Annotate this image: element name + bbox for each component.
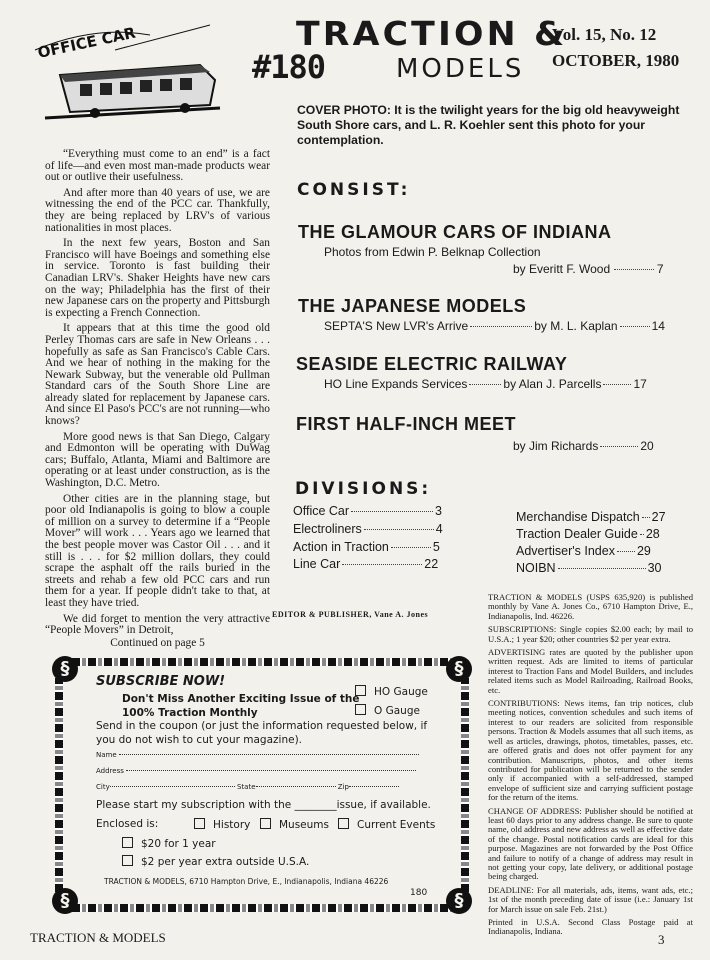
article-subtitle: Photos from Edwin P. Belknap Collection bbox=[324, 245, 541, 259]
checkbox[interactable] bbox=[355, 685, 366, 696]
info-paragraph: DEADLINE: For all materials, ads, items, want ads, etc.; 1st of the month preceding date of issue (i.e.: January 1st for March issue on sale Feb. 21st.) bbox=[488, 884, 693, 914]
editorial-paragraph: And after more than 40 years of use, we are witnessing the end of the PCC car. Thankfully, they are being replaced by LRV's of various nationalities in most places. bbox=[45, 186, 270, 234]
editorial-paragraph: We did forget to mention the very attractive “People Movers” in Detroit, bbox=[45, 612, 270, 637]
coupon-border bbox=[461, 678, 469, 892]
history-checkbox[interactable]: History bbox=[194, 818, 250, 831]
coupon-tagline: Don't Miss Another Exciting Issue of the 100% Traction Monthly bbox=[122, 693, 360, 719]
ho-gauge-checkbox[interactable]: HO Gauge bbox=[355, 685, 428, 698]
masthead-models: MODELS bbox=[396, 54, 525, 84]
ornament-icon: § bbox=[52, 656, 78, 682]
page-number: 20 bbox=[640, 439, 654, 453]
address-field[interactable]: Address bbox=[96, 767, 416, 775]
publication-info bbox=[488, 593, 693, 941]
ornament-icon: § bbox=[446, 656, 472, 682]
start-issue-field[interactable]: Please start my subscription with the ________issue, if available. bbox=[96, 799, 431, 811]
continued-note: Continued on page 5 bbox=[110, 636, 205, 649]
editorial-paragraph: In the next few years, Boston and San Francisco will have Boeings and something else in service. Toronto is fast building their Canadian LRV's. Shaker Heights have new cars on the way; Philadelphia has the first of their new Japanese cars on the property and Pittsburgh is expecting a French Connection. bbox=[45, 237, 270, 319]
outside-usa-checkbox[interactable]: $2 per year extra outside U.S.A. bbox=[122, 855, 309, 868]
division-item: Line Car 22 bbox=[293, 557, 439, 571]
volume-number: Vol. 15, No. 12 bbox=[552, 25, 657, 44]
volume-info bbox=[552, 22, 679, 74]
division-item: Electroliners 4 bbox=[293, 522, 443, 536]
article-line bbox=[324, 377, 647, 391]
masthead-title: TRACTION & bbox=[296, 14, 568, 53]
page-number: 17 bbox=[633, 377, 647, 391]
ornament-icon: § bbox=[446, 888, 472, 914]
editorial-paragraph: Other cities are in the planning stage, but poor old Indianapolis is going to blow a couple of million on a survey to determine if a “People Mover” will work . . . Years ago we learned that the best people mover was Castor Oil . . . and it still is . . . for $2 million dollars, they could scrape the asphalt off the rails buried in the streets and rehab a few old PCC cars and run them for a year. If people didn't take to that, at least they have tried. bbox=[45, 492, 270, 609]
enclosed-label: Enclosed is: bbox=[96, 818, 159, 830]
page-number: 3 bbox=[658, 932, 665, 947]
consist-heading: CONSIST: bbox=[297, 180, 411, 200]
divisions-heading: DIVISIONS: bbox=[295, 479, 432, 499]
info-paragraph: CHANGE OF ADDRESS: Publisher should be notified at least 60 days prior to any address change. Be sure to quote name, old address and new address as well as effective date of the change. Postal notification cards are ideal for this purpose. Magazines are not forwarded by the Post Office and failure to notify of a change of address may result in not getting your copy, late delivery, or additional postage being charged. bbox=[488, 805, 693, 882]
subscribe-heading: SUBSCRIBE NOW! bbox=[96, 674, 226, 689]
office-car-logo-trolley-illustration bbox=[25, 20, 225, 125]
ornament-icon: § bbox=[52, 888, 78, 914]
info-paragraph: TRACTION & MODELS (USPS 635,920) is published monthly by Vane A. Jones Co., 6710 Hampton Drive, E., Indianapolis, Ind. 46226. bbox=[488, 592, 693, 621]
issue-number: #180 bbox=[252, 48, 326, 86]
division-item: Traction Dealer Guide 28 bbox=[516, 527, 660, 541]
article-title: THE JAPANESE MODELS bbox=[298, 296, 527, 316]
info-paragraph: CONTRIBUTIONS: News items, fan trip notices, club meeting notices, convention schedules and such items of interest to our readers are solicited from responsible persons. Traction & Models assumes that all such items, as well as articles, drawings, photos, timetables, passes, etc. are offered gratis and does not offer payment for any contribution. Manuscripts, photos, and other items contributed for publication will be returned to the sender only if accompanied with a self-addressed, stamped envelope of sufficient size and carrying sufficient postage for the return of the items. bbox=[488, 698, 693, 803]
article-byline bbox=[513, 439, 654, 453]
page-number: 14 bbox=[651, 319, 665, 333]
byline: by Alan J. Parcells bbox=[503, 377, 602, 391]
division-item: Advertiser's Index 29 bbox=[516, 544, 651, 558]
museums-checkbox[interactable]: Museums bbox=[260, 818, 329, 831]
byline: by M. L. Kaplan bbox=[534, 319, 618, 333]
subscription-coupon bbox=[52, 656, 472, 914]
issue-date: OCTOBER, 1980 bbox=[552, 51, 680, 70]
one-year-checkbox[interactable]: $20 for 1 year bbox=[122, 837, 216, 850]
city-state-zip-field[interactable]: City State Zip bbox=[96, 783, 399, 791]
coupon-border bbox=[55, 678, 63, 892]
editorial-column bbox=[45, 149, 270, 653]
article-line bbox=[324, 319, 665, 333]
division-item: Action in Traction 5 bbox=[293, 540, 440, 554]
article-subtitle: HO Line Expands Services bbox=[324, 377, 468, 391]
byline: by Everitt F. Wood bbox=[513, 262, 611, 276]
article-title: SEASIDE ELECTRIC RAILWAY bbox=[296, 354, 568, 374]
article-title: FIRST HALF-INCH MEET bbox=[296, 414, 516, 434]
coupon-border bbox=[72, 658, 452, 666]
cover-photo-caption: COVER PHOTO: It is the twilight years for the big old heavyweight South Shore cars, and L. R. Koehler sent this photo for your contemplation. bbox=[297, 103, 680, 147]
current-events-checkbox[interactable]: Current Events bbox=[338, 818, 435, 831]
coupon-code: 180 bbox=[410, 888, 428, 898]
page-number: 7 bbox=[656, 262, 664, 276]
editorial-paragraph: “Everything must come to an end” is a fact of life—and even most man-made products wear out or outlive their usefulness. bbox=[45, 148, 270, 184]
article-title: THE GLAMOUR CARS OF INDIANA bbox=[298, 222, 612, 242]
checkbox[interactable] bbox=[355, 704, 366, 715]
editorial-paragraph: It appears that at this time the good old Perley Thomas cars are safe in New Orleans . . . hopefully as safe as San Francisco's Cable Cars. And we hear of nothing in the making for the Newark Subway, but the venerable old Pullman Standard cars of the South Shore Line are already slated for replacement by Japanese cars. And since El Paso's PCC's are not running—who knows? bbox=[45, 322, 270, 428]
info-paragraph: ADVERTISING rates are quoted by the publisher upon written request. Ads are limited to items of particular interest to Traction Fans and Model Builders, and includes related items such as Model Railroading, Railroad Books, etc. bbox=[488, 647, 693, 695]
article-subtitle: SEPTA'S New LVR's Arrive bbox=[324, 319, 469, 333]
division-item: Merchandise Dispatch 27 bbox=[516, 510, 666, 524]
info-paragraph: Printed in U.S.A. Second Class Postage paid at Indianapolis, Indiana. bbox=[488, 917, 693, 937]
division-item: Office Car 3 bbox=[293, 504, 442, 518]
byline: by Jim Richards bbox=[513, 439, 599, 453]
coupon-instructions: Send in the coupon (or just the information requested below, if you do not wish to cut your magazine). bbox=[96, 720, 428, 746]
mailing-address: TRACTION & MODELS, 6710 Hampton Drive, E., Indianapolis, Indiana 46226 bbox=[104, 877, 389, 886]
coupon-border bbox=[72, 904, 452, 912]
article-byline bbox=[513, 262, 664, 276]
footer-publication-name: TRACTION & MODELS bbox=[30, 930, 166, 945]
svg-text:OFFICE CAR: OFFICE CAR bbox=[36, 23, 138, 62]
name-field[interactable]: Name bbox=[96, 751, 419, 759]
info-paragraph: SUBSCRIPTIONS: Single copies $2.00 each; by mail to U.S.A.; 1 year $20; other countries $2 per year extra. bbox=[488, 624, 693, 644]
editorial-paragraph: More good news is that San Diego, Calgary and Edmonton will be operating with DuWag cars; Buffalo, Atlanta, Miami and Baltimore are operating or at least under construction, as is the Washington, D.C. Metro. bbox=[45, 430, 270, 490]
division-item: NOIBN 30 bbox=[516, 561, 662, 575]
o-gauge-checkbox[interactable]: O Gauge bbox=[355, 704, 420, 717]
editor-credit: EDITOR & PUBLISHER, Vane A. Jones bbox=[272, 610, 429, 619]
